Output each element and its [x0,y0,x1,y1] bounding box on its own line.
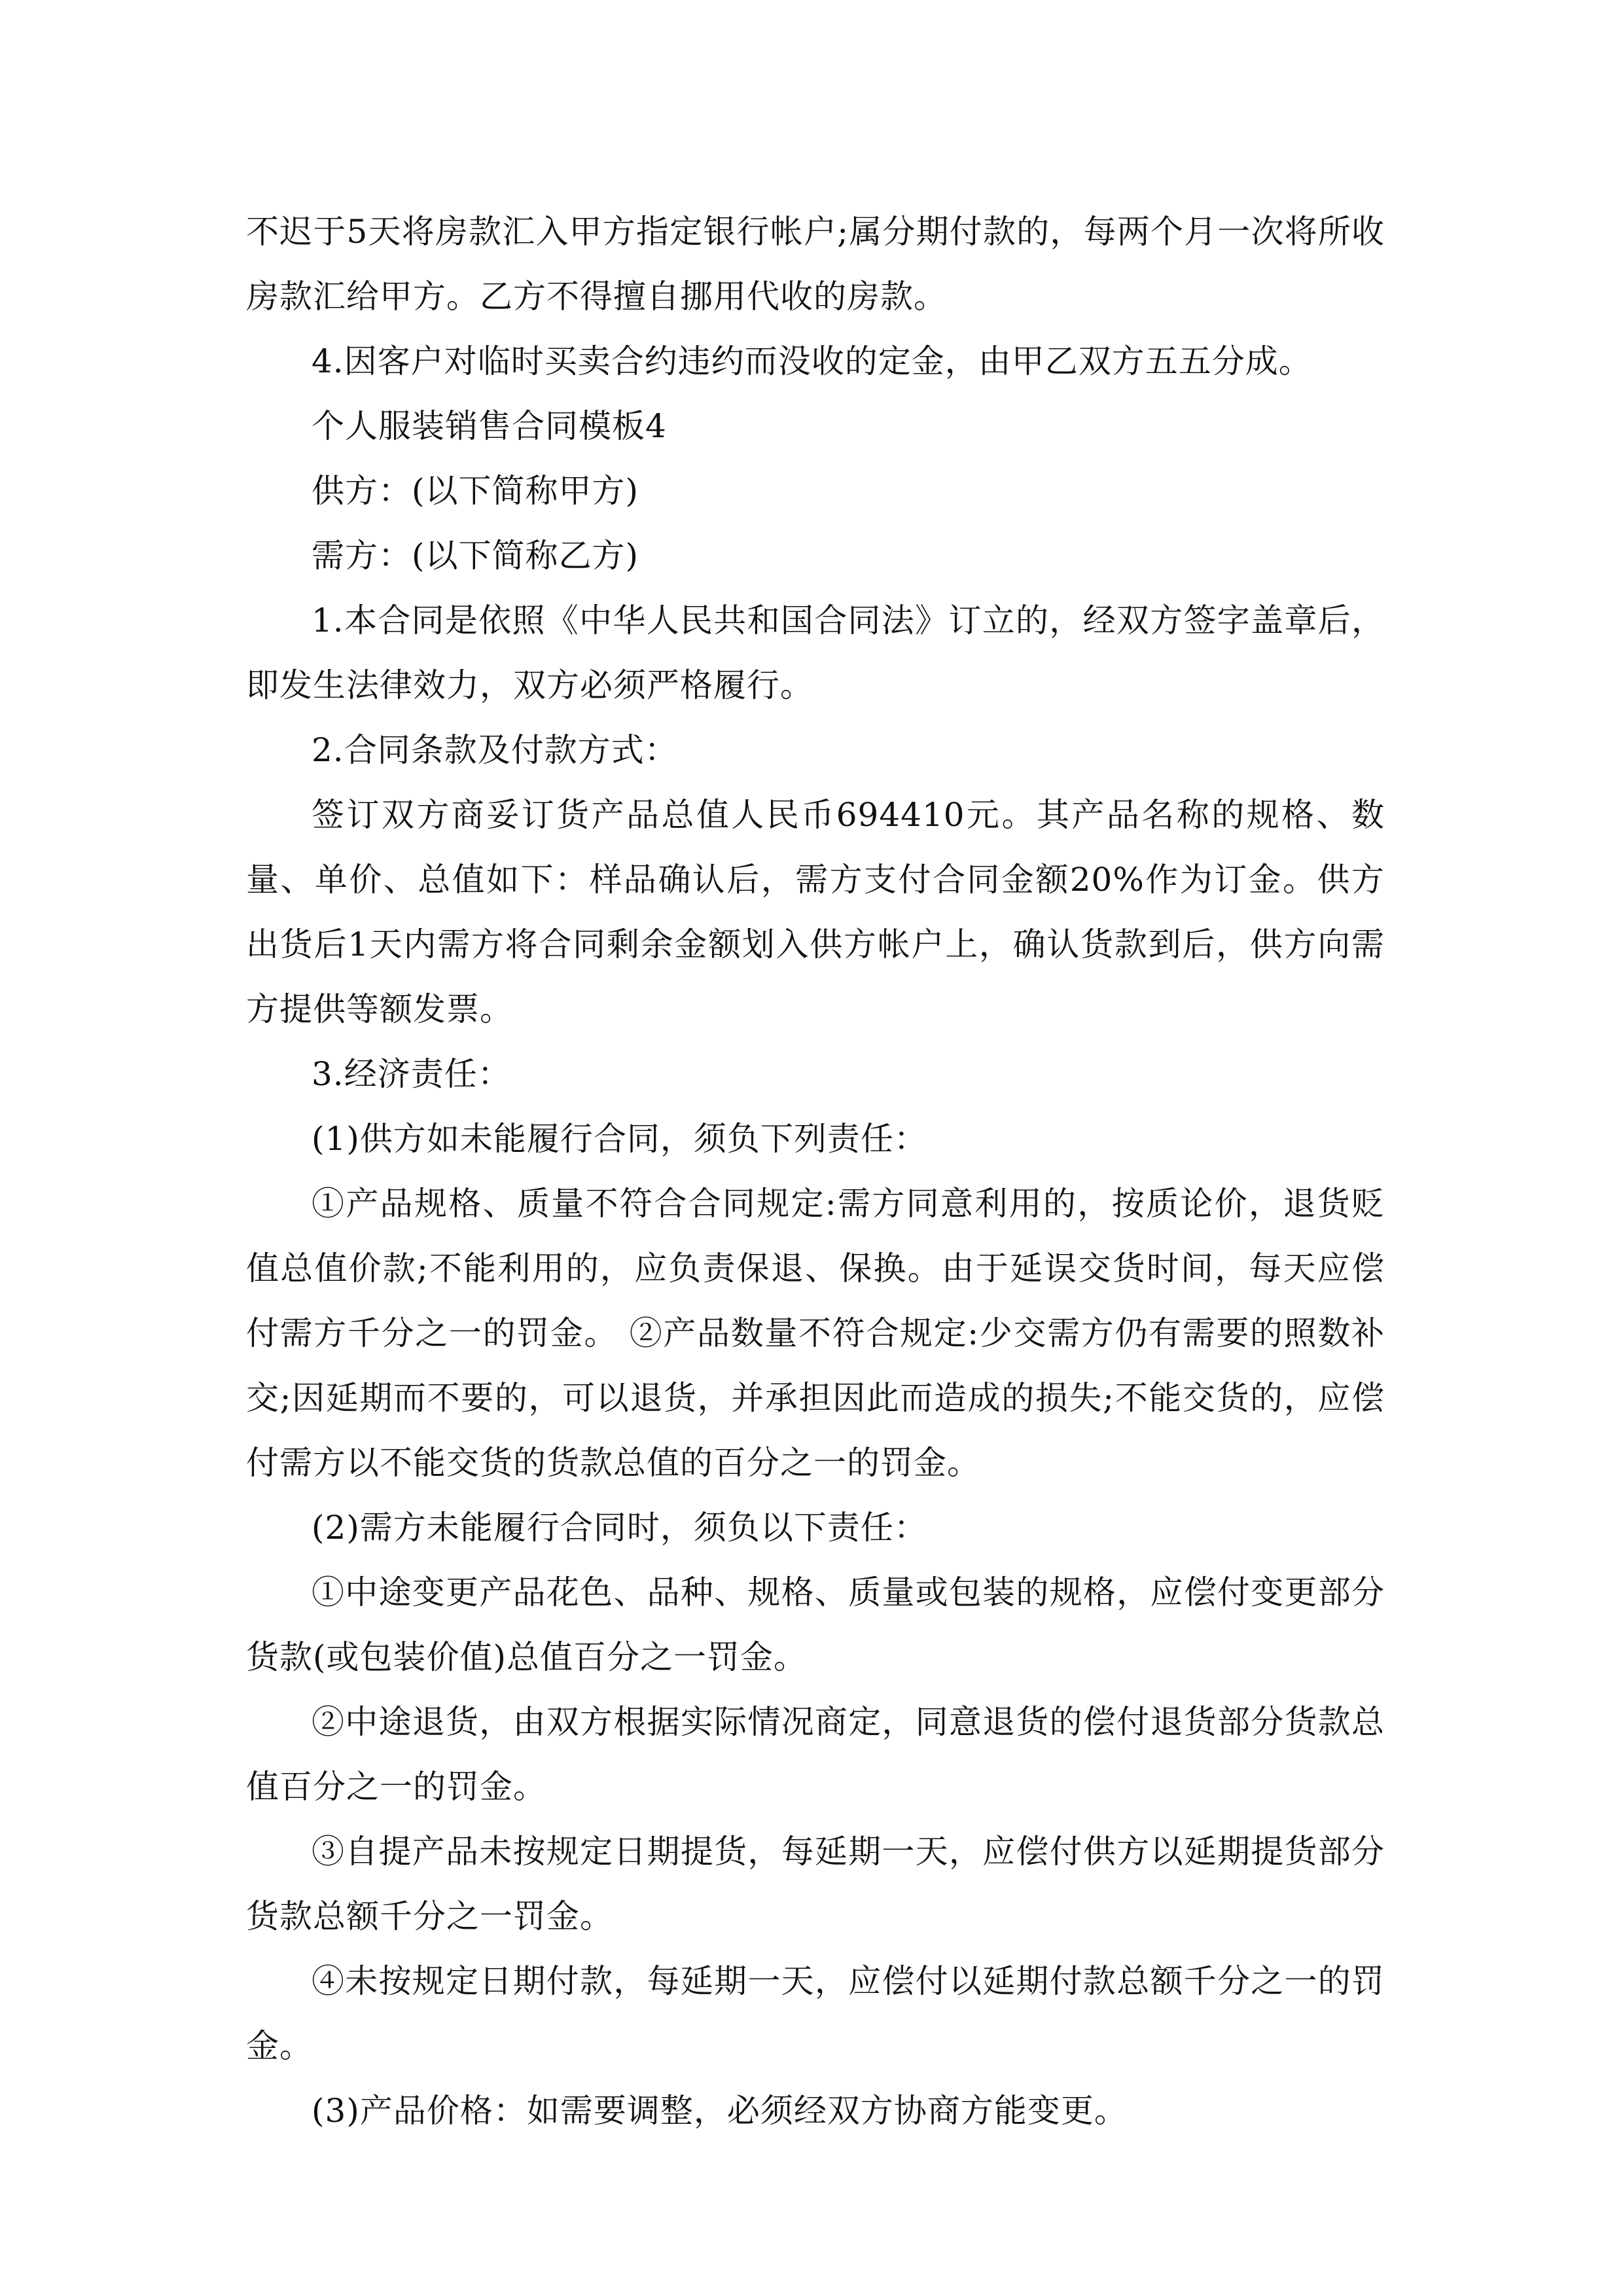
clause-3-2-item-4: ④未按规定日期付款，每延期一天，应偿付以延期付款总额千分之一的罚金。 [246,1962,1385,2065]
clause-3-2-heading: (2)需方未能履行合同时，须负以下责任： [312,1509,927,1547]
clause-3-3: (3)产品价格：如需要调整，必须经双方协商方能变更。 [312,2092,1128,2130]
clause-1: 1.本合同是依照《中华人民共和国合同法》订立的，经双方签字盖章后，即发生法律效力，双方必须严格履行。 [246,601,1385,704]
clause-3-1-body: ①产品规格、质量不符合合同规定:需方同意利用的，按质论价，退货贬值总值价款;不能利用的，应负责保退、保换。由于延误交货时间，每天应偿付需方千分之一的罚金。 ②产品数量不符合规定:少交需方仍有需要的照数补交;因延期而不要的，可以退货，并承担因此而造成的损失;不能交货的，应偿付需方以不能交货的货款总值的百分之一的罚金。 [246,1185,1385,1482]
clause-3-2-item-2: ②中途退货，由双方根据实际情况商定，同意退货的偿付退货部分货款总值百分之一的罚金。 [246,1703,1385,1806]
buyer-line: 需方：(以下简称乙方) [312,537,639,575]
clause-3-heading: 3.经济责任： [312,1055,511,1093]
paragraph-continuation: 不迟于5天将房款汇入甲方指定银行帐户;属分期付款的，每两个月一次将所收房款汇给甲方。乙方不得擅自挪用代收的房款。 [246,213,1385,315]
section-title: 个人服装销售合同模板4 [312,407,667,445]
document-body [246,200,1385,2144]
clause-3-1-heading: (1)供方如未能履行合同，须负下列责任： [312,1120,927,1158]
clause-2-heading: 2.合同条款及付款方式： [312,731,678,769]
clause-2-body: 签订双方商妥订货产品总值人民币694410元。其产品名称的规格、数量、单价、总值如下：样品确认后，需方支付合同金额20%作为订金。供方出货后1天内需方将合同剩余金额划入供方帐户上，确认货款到后，供方向需方提供等额发票。 [246,796,1385,1028]
clause-3-2-item-1: ①中途变更产品花色、品种、规格、质量或包装的规格，应偿付变更部分货款(或包装价值)总值百分之一罚金。 [246,1573,1385,1676]
paragraph-deposit-clause: 4.因客户对临时买卖合约违约而没收的定金，由甲乙双方五五分成。 [312,342,1312,380]
supplier-line: 供方：(以下简称甲方) [312,472,639,510]
clause-3-2-item-3: ③自提产品未按规定日期提货，每延期一天，应偿付供方以延期提货部分货款总额千分之一罚金。 [246,1833,1385,1935]
